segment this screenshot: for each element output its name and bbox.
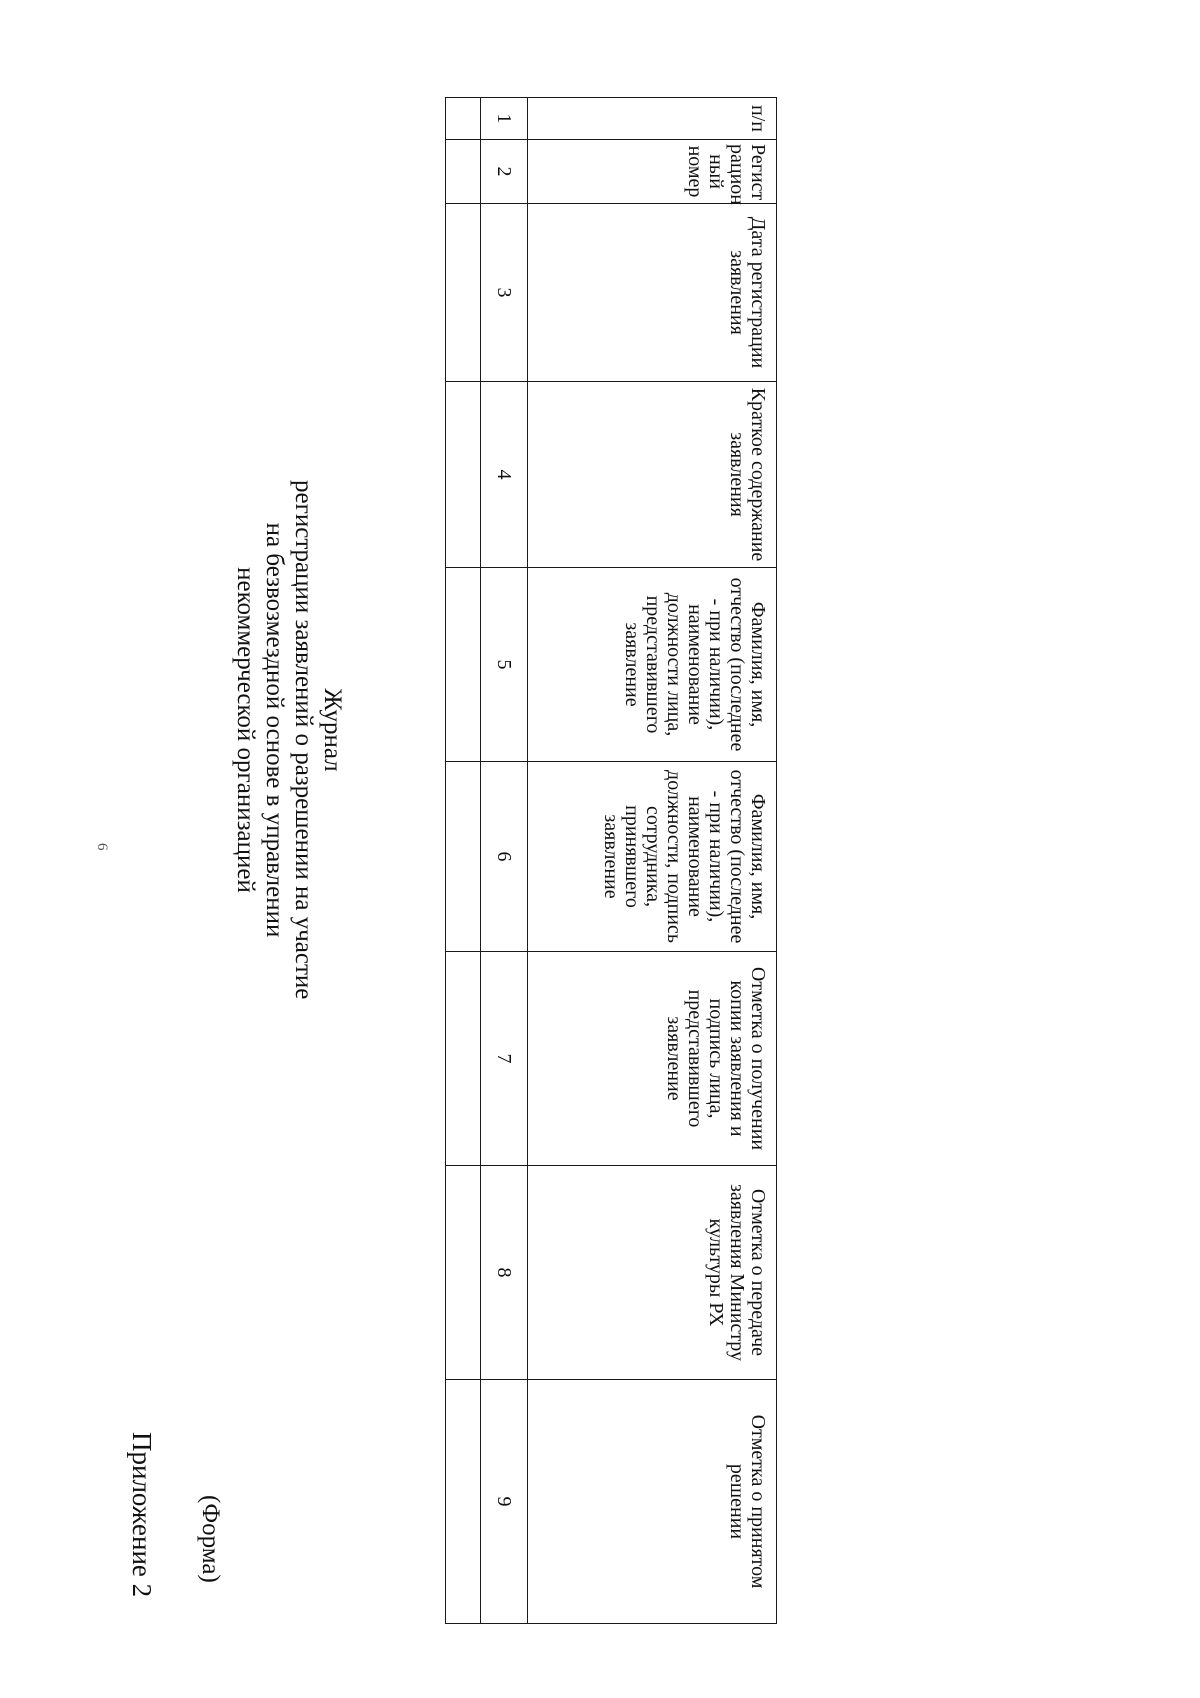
column-number: 7	[481, 952, 528, 1166]
column-header-text: Отметка о принятом решении	[726, 1414, 769, 1589]
empty-row	[446, 98, 481, 1624]
empty-cell	[446, 98, 481, 140]
document-title	[231, 480, 347, 1000]
empty-cell	[446, 140, 481, 204]
column-number: 4	[481, 382, 528, 568]
page-number: 6	[94, 843, 110, 851]
column-header	[528, 98, 777, 140]
column-number: 1	[481, 98, 528, 140]
column-header	[528, 762, 777, 952]
column-number: 6	[481, 762, 528, 952]
column-header	[528, 1380, 777, 1624]
column-header-text: Фамилия, имя, отчество (последнее - при наличии), наименование должности, подпись сотрудника, принявшего заявление	[600, 769, 769, 944]
column-header	[528, 952, 777, 1166]
column-header-text: Краткое содержание заявления	[726, 387, 769, 562]
column-number: 8	[481, 1166, 528, 1380]
column-header	[528, 204, 777, 382]
appendix-label: Приложение 2	[127, 1432, 157, 1598]
form-label: (Форма)	[197, 1495, 224, 1583]
column-number-row	[481, 98, 528, 1624]
header-row	[528, 98, 777, 1624]
empty-cell	[446, 568, 481, 762]
empty-cell	[446, 1380, 481, 1624]
column-header-text: Отметка о получении копии заявления и подпись лица, представившего заявление	[663, 966, 769, 1151]
empty-cell	[446, 1166, 481, 1380]
column-number: 2	[481, 140, 528, 204]
column-header-text: п/п	[747, 105, 769, 132]
title-line: на безвозмездной основе в управлении	[261, 522, 288, 938]
column-number: 9	[481, 1380, 528, 1624]
title-line: некоммерческой организацией	[232, 567, 259, 893]
empty-cell	[446, 382, 481, 568]
journal-table	[445, 97, 777, 1624]
empty-cell	[446, 952, 481, 1166]
column-number: 5	[481, 568, 528, 762]
column-number: 3	[481, 204, 528, 382]
column-header-text: Регист рацион ный номер	[684, 144, 769, 205]
title-line: регистрации заявлений о разрешении на участие	[290, 480, 317, 1000]
column-header	[528, 140, 777, 204]
column-header-text: Фамилия, имя, отчество (последнее - при наличии), наименование должности лица, представившего заявление	[621, 577, 769, 752]
empty-cell	[446, 204, 481, 382]
column-header-text: Дата регистрации заявления	[726, 216, 769, 369]
column-header	[528, 382, 777, 568]
column-header-text: Отметка о передаче заявления Министру культуры РХ	[705, 1183, 769, 1362]
empty-cell	[446, 762, 481, 952]
title-line: Журнал	[319, 688, 346, 772]
column-header	[528, 568, 777, 762]
column-header	[528, 1166, 777, 1380]
